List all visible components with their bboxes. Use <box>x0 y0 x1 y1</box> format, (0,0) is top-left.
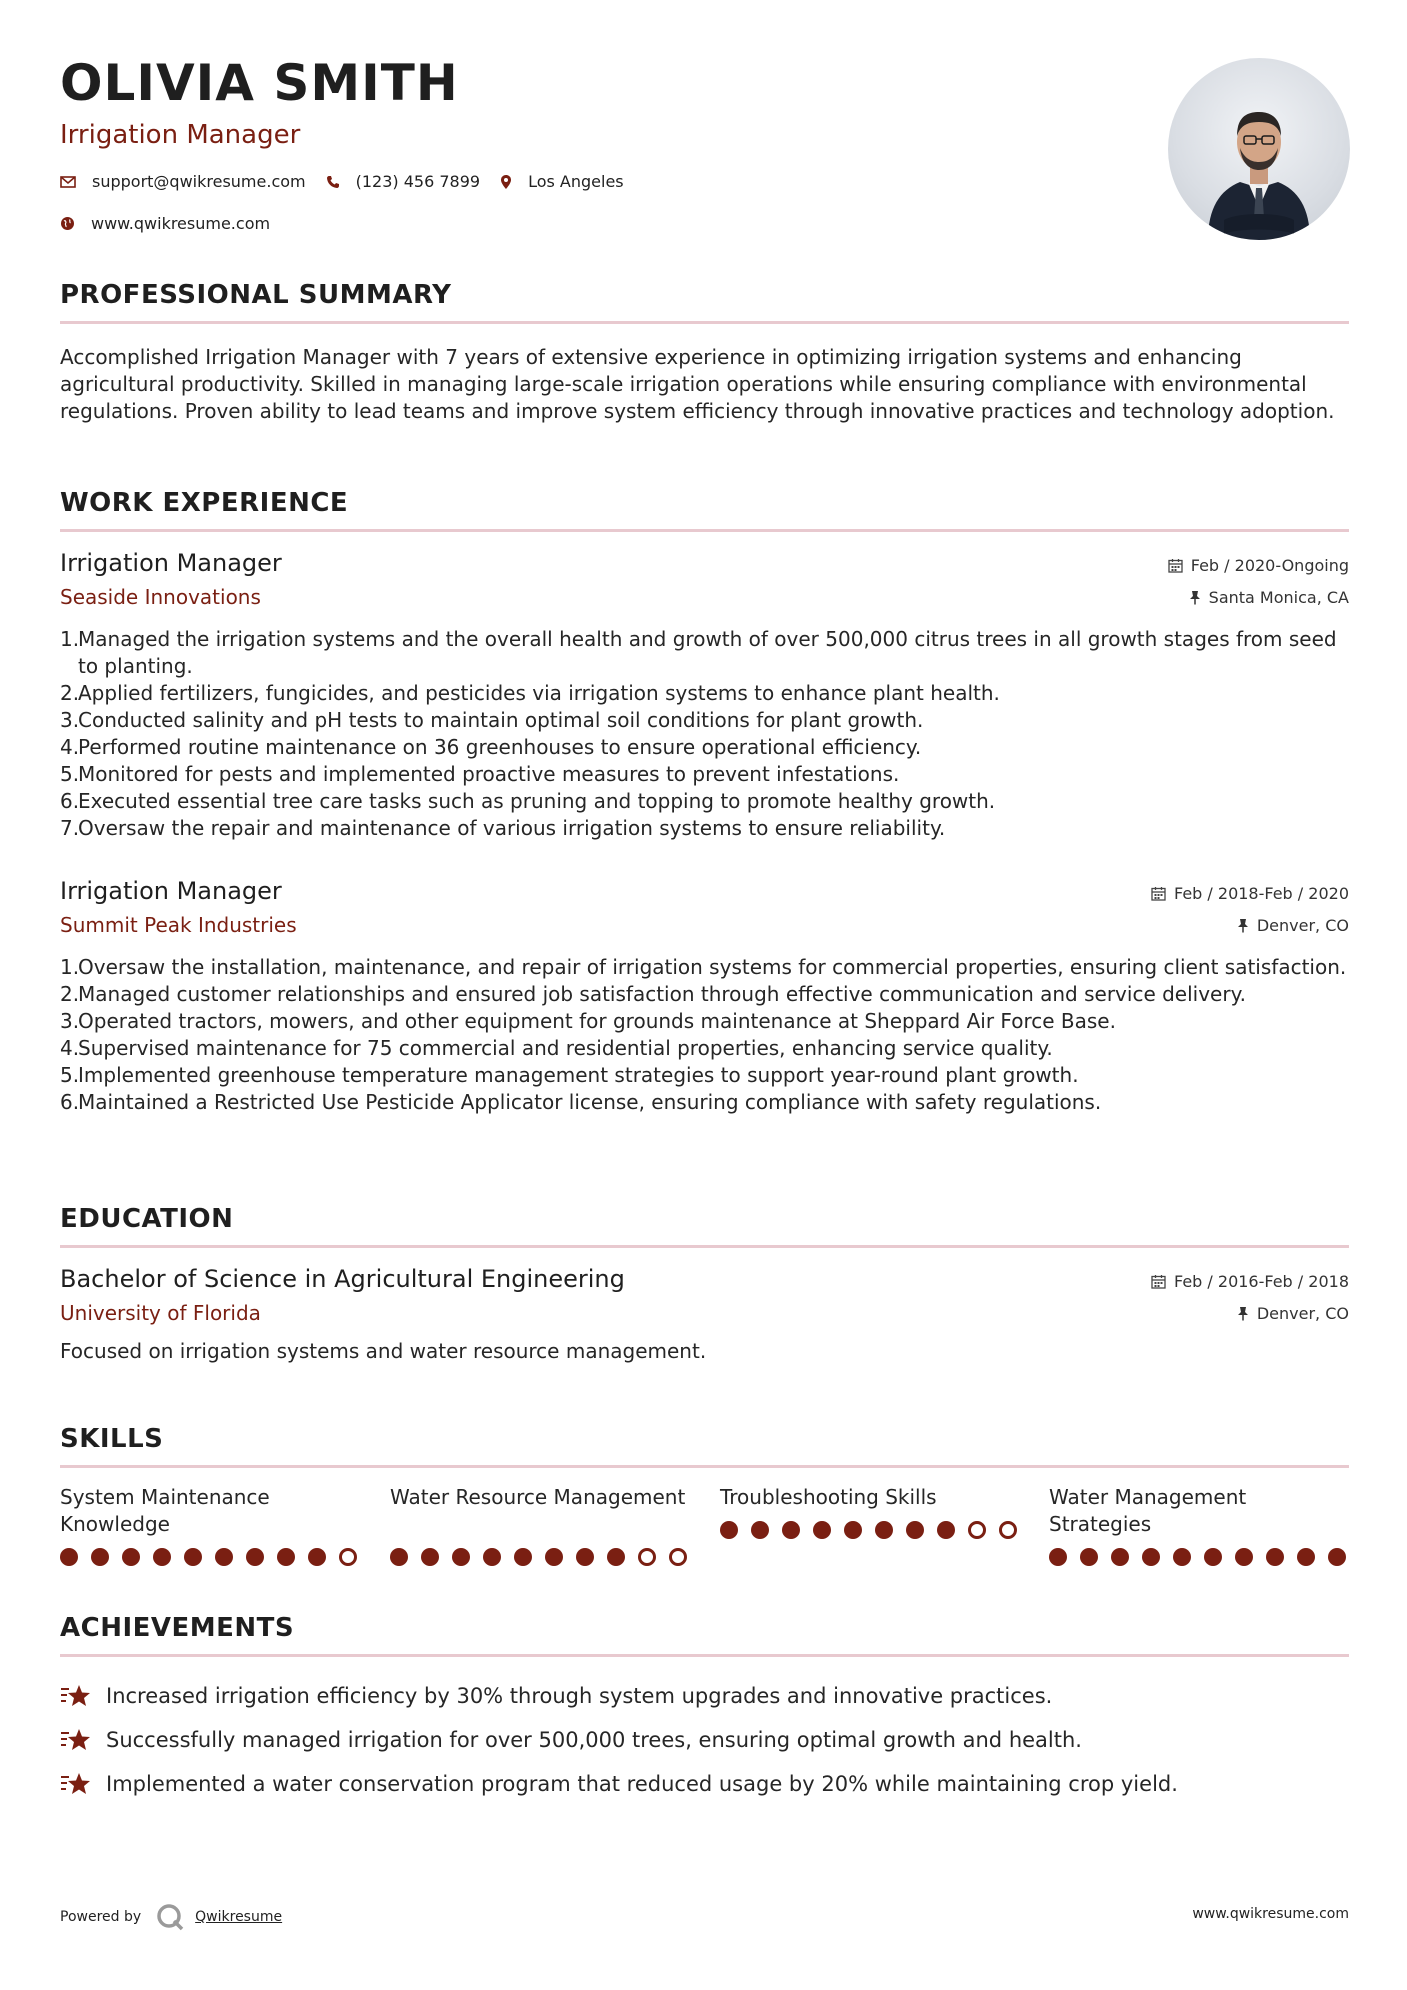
job-entry <box>60 548 1349 842</box>
rating-dot-filled <box>277 1548 295 1566</box>
skills-heading: SKILLS <box>60 1424 1349 1468</box>
list-item: 5. Implemented greenhouse temperature management strategies to support year-round plant growth. <box>60 1063 1079 1087</box>
pushpin-icon <box>1189 590 1201 605</box>
achievement-item <box>60 1674 1349 1718</box>
website-text: www.qwikresume.com <box>91 214 271 233</box>
rating-dot-filled <box>91 1548 109 1566</box>
achievement-item <box>60 1718 1349 1762</box>
rating-dot-filled <box>1266 1548 1284 1566</box>
rating-dot-filled <box>390 1548 408 1566</box>
job-title: Irrigation Manager <box>60 549 282 577</box>
job-location-text: Denver, CO <box>1256 916 1349 935</box>
rating-dot-filled <box>483 1548 501 1566</box>
rating-dot-filled <box>813 1521 831 1539</box>
skills-grid <box>60 1484 1349 1574</box>
calendar-icon <box>1151 886 1166 901</box>
job-date-text: Feb / 2020-Ongoing <box>1190 556 1349 575</box>
rating-dot-empty <box>669 1548 687 1566</box>
powered-by-text: Powered by <box>60 1909 142 1925</box>
list-item: 1. Oversaw the installation, maintenance, and repair of irrigation systems for commercial properties, ensuring client satisfaction. <box>60 955 1347 979</box>
school-name: University of Florida <box>60 1301 261 1325</box>
achievement-text: Implemented a water conservation program that reduced usage by 20% while maintaining crop yield. <box>106 1772 1178 1796</box>
rating-dot-filled <box>1173 1548 1191 1566</box>
education-location <box>1237 1304 1349 1323</box>
list-item: 7. Oversaw the repair and maintenance of various irrigation systems to ensure reliability. <box>60 816 946 840</box>
rating-dot-filled <box>514 1548 532 1566</box>
email-contact[interactable] <box>60 172 306 191</box>
phone-icon <box>326 175 340 189</box>
rating-dot-filled <box>60 1548 78 1566</box>
map-pin-icon <box>500 174 512 190</box>
pushpin-icon <box>1237 918 1249 933</box>
job-company: Summit Peak Industries <box>60 913 297 937</box>
rating-dot-filled <box>576 1548 594 1566</box>
rating-dot-filled <box>607 1548 625 1566</box>
job-date <box>1151 884 1349 903</box>
skill-rating <box>390 1548 700 1566</box>
rating-dot-filled <box>215 1548 233 1566</box>
email-text: support@qwikresume.com <box>92 172 306 191</box>
skill-item <box>390 1484 690 1574</box>
rating-dot-filled <box>246 1548 264 1566</box>
job-date-text: Feb / 2018-Feb / 2020 <box>1174 884 1349 903</box>
education-entry <box>60 1264 1349 1365</box>
rating-dot-filled <box>1080 1548 1098 1566</box>
list-item: 4. Supervised maintenance for 75 commercial and residential properties, enhancing service quality. <box>60 1036 1053 1060</box>
qwikresume-logo-icon <box>155 1902 185 1932</box>
rating-dot-filled <box>452 1548 470 1566</box>
skill-rating <box>720 1521 1030 1539</box>
job-bullets <box>60 626 1349 842</box>
list-item: 1. Managed the irrigation systems and the overall health and growth of over 500,000 citrus trees in all growth stages from seed to planting. <box>60 627 1337 678</box>
star-icon <box>60 1727 92 1753</box>
rating-dot-filled <box>122 1548 140 1566</box>
rating-dot-filled <box>1328 1548 1346 1566</box>
skill-item <box>720 1484 1020 1574</box>
achievements-heading: ACHIEVEMENTS <box>60 1613 1349 1657</box>
list-item: 5. Monitored for pests and implemented proactive measures to prevent infestations. <box>60 762 900 786</box>
rating-dot-filled <box>937 1521 955 1539</box>
rating-dot-filled <box>751 1521 769 1539</box>
skill-rating <box>60 1548 370 1566</box>
resume-page <box>60 0 1349 1990</box>
location-text: Los Angeles <box>528 172 624 191</box>
list-item: 3. Conducted salinity and pH tests to maintain optimal soil conditions for plant growth. <box>60 708 924 732</box>
qwikresume-link[interactable]: Qwikresume <box>195 1909 283 1925</box>
skill-rating <box>1049 1548 1359 1566</box>
education-heading: EDUCATION <box>60 1204 1349 1248</box>
star-icon <box>60 1771 92 1797</box>
rating-dot-filled <box>1204 1548 1222 1566</box>
footer-website-link[interactable]: www.qwikresume.com <box>1192 1906 1349 1922</box>
rating-dot-filled <box>1235 1548 1253 1566</box>
list-item: 6. Executed essential tree care tasks such as pruning and topping to promote healthy growth. <box>60 789 996 813</box>
job-date <box>1168 556 1349 575</box>
rating-dot-filled <box>720 1521 738 1539</box>
rating-dot-empty <box>999 1521 1017 1539</box>
rating-dot-filled <box>1049 1548 1067 1566</box>
job-location <box>1189 588 1349 607</box>
job-company: Seaside Innovations <box>60 585 261 609</box>
list-item: 3. Operated tractors, mowers, and other equipment for grounds maintenance at Sheppard Air Force Base. <box>60 1009 1116 1033</box>
contact-row-website <box>60 214 290 233</box>
job-bullets <box>60 954 1349 1116</box>
phone-text: (123) 456 7899 <box>355 172 481 191</box>
phone-contact[interactable] <box>326 172 480 191</box>
summary-heading: PROFESSIONAL SUMMARY <box>60 280 1349 324</box>
job-location <box>1237 916 1349 935</box>
education-date <box>1151 1272 1349 1291</box>
calendar-icon <box>1151 1274 1166 1289</box>
list-item: 2. Managed customer relationships and ensured job satisfaction through effective communication and service delivery. <box>60 982 1246 1006</box>
skill-name: Troubleshooting Skills <box>720 1485 937 1509</box>
list-item: 6. Maintained a Restricted Use Pesticide Applicator license, ensuring compliance with safety regulations. <box>60 1090 1102 1114</box>
experience-heading: WORK EXPERIENCE <box>60 488 1349 532</box>
list-item: 2. Applied fertilizers, fungicides, and pesticides via irrigation systems to enhance plant health. <box>60 681 1000 705</box>
rating-dot-filled <box>906 1521 924 1539</box>
profile-photo <box>1168 58 1350 240</box>
skill-name: System Maintenance Knowledge <box>60 1485 270 1536</box>
rating-dot-filled <box>1111 1548 1129 1566</box>
rating-dot-empty <box>339 1548 357 1566</box>
star-icon <box>60 1683 92 1709</box>
skill-item <box>1049 1484 1349 1574</box>
skill-name: Water Resource Management <box>390 1485 686 1509</box>
degree-title: Bachelor of Science in Agricultural Engineering <box>60 1265 625 1293</box>
education-location-text: Denver, CO <box>1256 1304 1349 1323</box>
rating-dot-filled <box>1297 1548 1315 1566</box>
skill-item <box>60 1484 360 1574</box>
rating-dot-filled <box>1142 1548 1160 1566</box>
summary-text: Accomplished Irrigation Manager with 7 years of extensive experience in optimizing irrigation systems and enhancing agricultural productivity. Skilled in managing large-scale irrigation operations while ensuring compliance with environmental regulations. Proven ability to lead teams and improve system efficiency through innovative practices and technology adoption. <box>60 345 1335 423</box>
list-item: 4. Performed routine maintenance on 36 greenhouses to ensure operational efficiency. <box>60 735 922 759</box>
rating-dot-filled <box>782 1521 800 1539</box>
rating-dot-filled <box>184 1548 202 1566</box>
achievements-list <box>60 1674 1349 1806</box>
candidate-role: Irrigation Manager <box>60 120 301 150</box>
contact-row <box>60 172 644 191</box>
rating-dot-filled <box>875 1521 893 1539</box>
achievement-text: Increased irrigation efficiency by 30% through system upgrades and innovative practices. <box>106 1684 1053 1708</box>
location-contact <box>500 172 624 191</box>
rating-dot-filled <box>421 1548 439 1566</box>
rating-dot-filled <box>153 1548 171 1566</box>
education-description: Focused on irrigation systems and water resource management. <box>60 1339 707 1363</box>
job-title: Irrigation Manager <box>60 877 282 905</box>
calendar-icon <box>1168 558 1183 573</box>
rating-dot-filled <box>545 1548 563 1566</box>
achievement-text: Successfully managed irrigation for over 500,000 trees, ensuring optimal growth and health. <box>106 1728 1082 1752</box>
candidate-name: OLIVIA SMITH <box>60 54 459 112</box>
avatar <box>1168 58 1350 240</box>
rating-dot-empty <box>968 1521 986 1539</box>
skill-name: Water Management Strategies <box>1049 1485 1247 1536</box>
website-contact[interactable] <box>60 214 270 233</box>
globe-icon <box>60 216 75 231</box>
achievement-item <box>60 1762 1349 1806</box>
rating-dot-empty <box>638 1548 656 1566</box>
rating-dot-filled <box>308 1548 326 1566</box>
envelope-icon <box>60 176 76 188</box>
job-entry <box>60 876 1349 1116</box>
rating-dot-filled <box>844 1521 862 1539</box>
pushpin-icon <box>1237 1306 1249 1321</box>
footer-branding <box>60 1902 282 1932</box>
job-location-text: Santa Monica, CA <box>1208 588 1349 607</box>
education-date-text: Feb / 2016-Feb / 2018 <box>1174 1272 1349 1291</box>
